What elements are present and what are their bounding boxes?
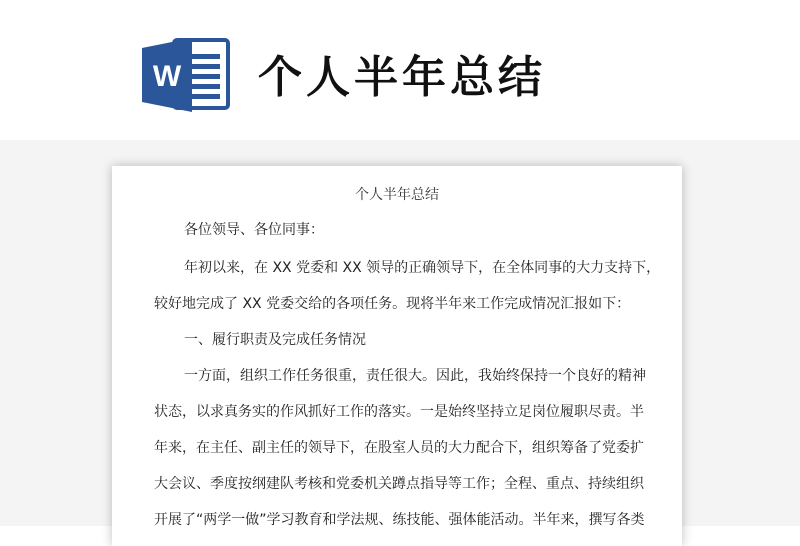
page-title: 个人半年总结 (258, 52, 546, 103)
doc-line-salutation: 各位领导、各位同事： (184, 222, 324, 238)
header-band (0, 0, 800, 140)
doc-line: 状态，以求真务实的作风抓好工作的落实。一是始终坚持立足岗位履职尽责。半 (154, 404, 644, 420)
doc-line: 开展了“两学一做”学习教育和学法规、练技能、强体能活动。半年来，撰写各类 (154, 512, 645, 528)
doc-line: 较好地完成了 XX 党委交给的各项任务。现将半年来工作完成情况汇报如下： (154, 296, 631, 312)
doc-line: 年来，在主任、副主任的领导下，在股室人员的大力配合下，组织筹备了党委扩 (154, 440, 644, 456)
doc-line: 一方面，组织工作任务很重，责任很大。因此，我始终保持一个良好的精神 (184, 368, 646, 384)
doc-line: 大会议、季度按纲建队考核和党委机关蹲点指导等工作；全程、重点、持续组织 (154, 476, 644, 492)
document-title: 个人半年总结 (355, 187, 439, 203)
doc-line: 年初以来，在 XX 党委和 XX 领导的正确领导下，在全体同事的大力支持下， (184, 260, 661, 276)
doc-section-heading: 一、履行职责及完成任务情况 (184, 332, 366, 348)
word-logo-letter: W (152, 60, 182, 93)
word-icon (140, 34, 232, 114)
document-page (112, 166, 682, 546)
